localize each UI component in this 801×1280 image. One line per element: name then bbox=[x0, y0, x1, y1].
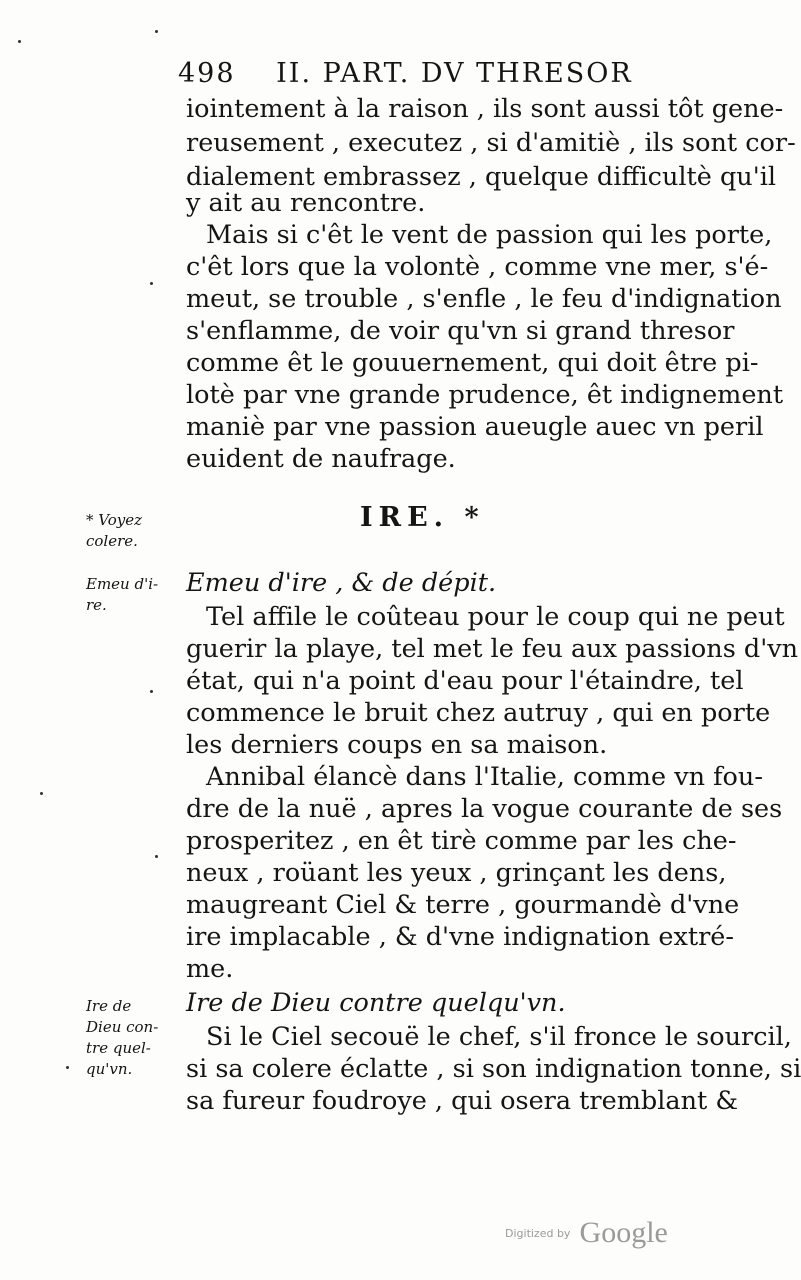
digitization-credit bbox=[505, 1216, 668, 1250]
text-line: Mais si c'êt le vent de passion qui les porte, bbox=[206, 220, 773, 250]
margin-note-line: Ire de bbox=[86, 997, 132, 1015]
running-head bbox=[178, 58, 708, 89]
text-line: y ait au rencontre. bbox=[186, 188, 426, 218]
scan-speck bbox=[66, 1066, 69, 1069]
margin-note-line: re. bbox=[86, 596, 107, 614]
text-line: dialement embrassez , quelque difficultè qu'il bbox=[186, 162, 777, 192]
text-line: iointement à la raison , ils sont aussi tôt gene- bbox=[186, 94, 784, 124]
text-line: ire implacable , & d'vne indignation extré- bbox=[186, 922, 735, 952]
margin-note-line: qu'vn. bbox=[86, 1060, 133, 1078]
running-title: II. PART. DV THRESOR bbox=[276, 58, 633, 89]
text-line: dre de la nuë , apres la vogue courante de ses bbox=[186, 794, 783, 824]
page-number: 498 bbox=[178, 58, 236, 89]
digitized-by-label: Digitized by bbox=[505, 1226, 571, 1240]
subheading: Ire de Dieu contre quelqu'vn. bbox=[186, 988, 566, 1018]
text-line: maugreant Ciel & terre , gourmandè d'vne bbox=[186, 890, 740, 920]
text-line: si sa colere éclatte , si son indignation tonne, si bbox=[186, 1054, 801, 1084]
margin-note bbox=[86, 510, 182, 552]
text-line: meut, se trouble , s'enfle , le feu d'indignation bbox=[186, 284, 782, 314]
subheading: Emeu d'ire , & de dépit. bbox=[186, 568, 497, 598]
margin-note-line: colere. bbox=[86, 532, 138, 550]
scan-speck bbox=[150, 282, 153, 285]
google-logo: Google bbox=[579, 1216, 668, 1249]
scan-speck bbox=[150, 690, 153, 693]
text-line: les derniers coups en sa maison. bbox=[186, 730, 608, 760]
section-heading: IRE. * bbox=[360, 502, 485, 533]
text-line: maniè par vne passion aueugle auec vn peril bbox=[186, 412, 764, 442]
margin-note-line: tre quel- bbox=[86, 1039, 151, 1057]
text-line: me. bbox=[186, 954, 234, 984]
scan-speck bbox=[155, 30, 158, 33]
scan-speck bbox=[155, 855, 158, 858]
text-line: Tel affile le coûteau pour le coup qui ne peut bbox=[206, 602, 785, 632]
text-line: comme êt le gouuernement, qui doit être pi- bbox=[186, 348, 759, 378]
margin-note-line: Dieu con- bbox=[86, 1018, 159, 1036]
margin-note bbox=[86, 996, 182, 1080]
text-line: sa fureur foudroye , qui osera tremblant & bbox=[186, 1086, 739, 1116]
margin-note-line: * Voyez bbox=[86, 511, 143, 529]
scan-speck bbox=[18, 40, 21, 43]
text-line: commence le bruit chez autruy , qui en porte bbox=[186, 698, 771, 728]
text-line: Annibal élancè dans l'Italie, comme vn fou- bbox=[206, 762, 763, 792]
text-line: Si le Ciel secouë le chef, s'il fronce le sourcil, bbox=[206, 1022, 792, 1052]
text-line: euident de naufrage. bbox=[186, 444, 456, 474]
margin-note-line: Emeu d'i- bbox=[86, 575, 159, 593]
text-line: c'êt lors que la volontè , comme vne mer, s'é- bbox=[186, 252, 769, 282]
text-line: état, qui n'a point d'eau pour l'étaindre, tel bbox=[186, 666, 744, 696]
text-line: prosperitez , en êt tirè comme par les che- bbox=[186, 826, 737, 856]
text-line: neux , roüant les yeux , grinçant les dens, bbox=[186, 858, 727, 888]
scan-speck bbox=[40, 792, 43, 795]
text-line: s'enflamme, de voir qu'vn si grand thresor bbox=[186, 316, 735, 346]
text-line: guerir la playe, tel met le feu aux passions d'vn bbox=[186, 634, 799, 664]
text-line: reusement , executez , si d'amitiè , ils sont cor- bbox=[186, 128, 796, 158]
text-line: lotè par vne grande prudence, êt indignement bbox=[186, 380, 784, 410]
margin-note bbox=[86, 574, 182, 616]
